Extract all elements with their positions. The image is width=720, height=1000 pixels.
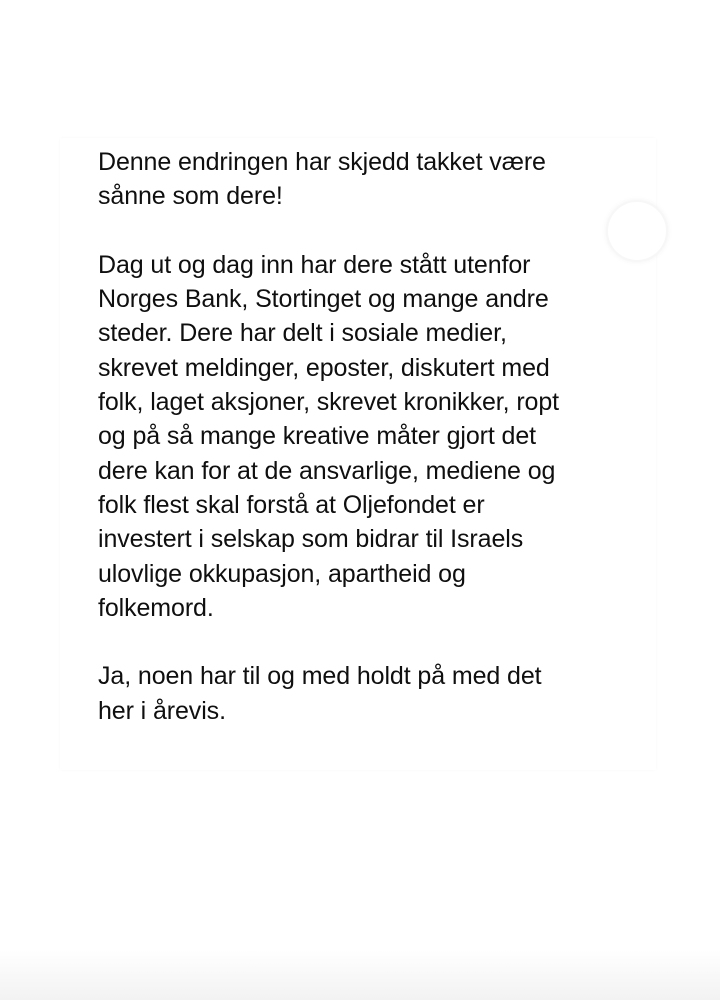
- story-text: [98, 145, 628, 728]
- paragraph-years: Ja, noen har til og med holdt på med det her i årevis.: [98, 662, 542, 725]
- paragraph-actions: Dag ut og dag inn har dere stått utenfor Norges Bank, Stortinget og mange andre steder. Dere har delt i sosiale medier, skrevet meldinger, eposter, diskutert med folk, laget aksjoner, skrevet kronikker, ropt og på så mange kreative måter gjort det dere kan for at de ansvarlige, mediene og folk flest skal forstå at Oljefondet er investert i selskap som bidrar til Israels ulovlige okkupasjon, apartheid og folkemord.: [98, 250, 559, 622]
- paragraph-thanks: Denne endringen har skjedd takket være sånne som dere!: [98, 148, 546, 211]
